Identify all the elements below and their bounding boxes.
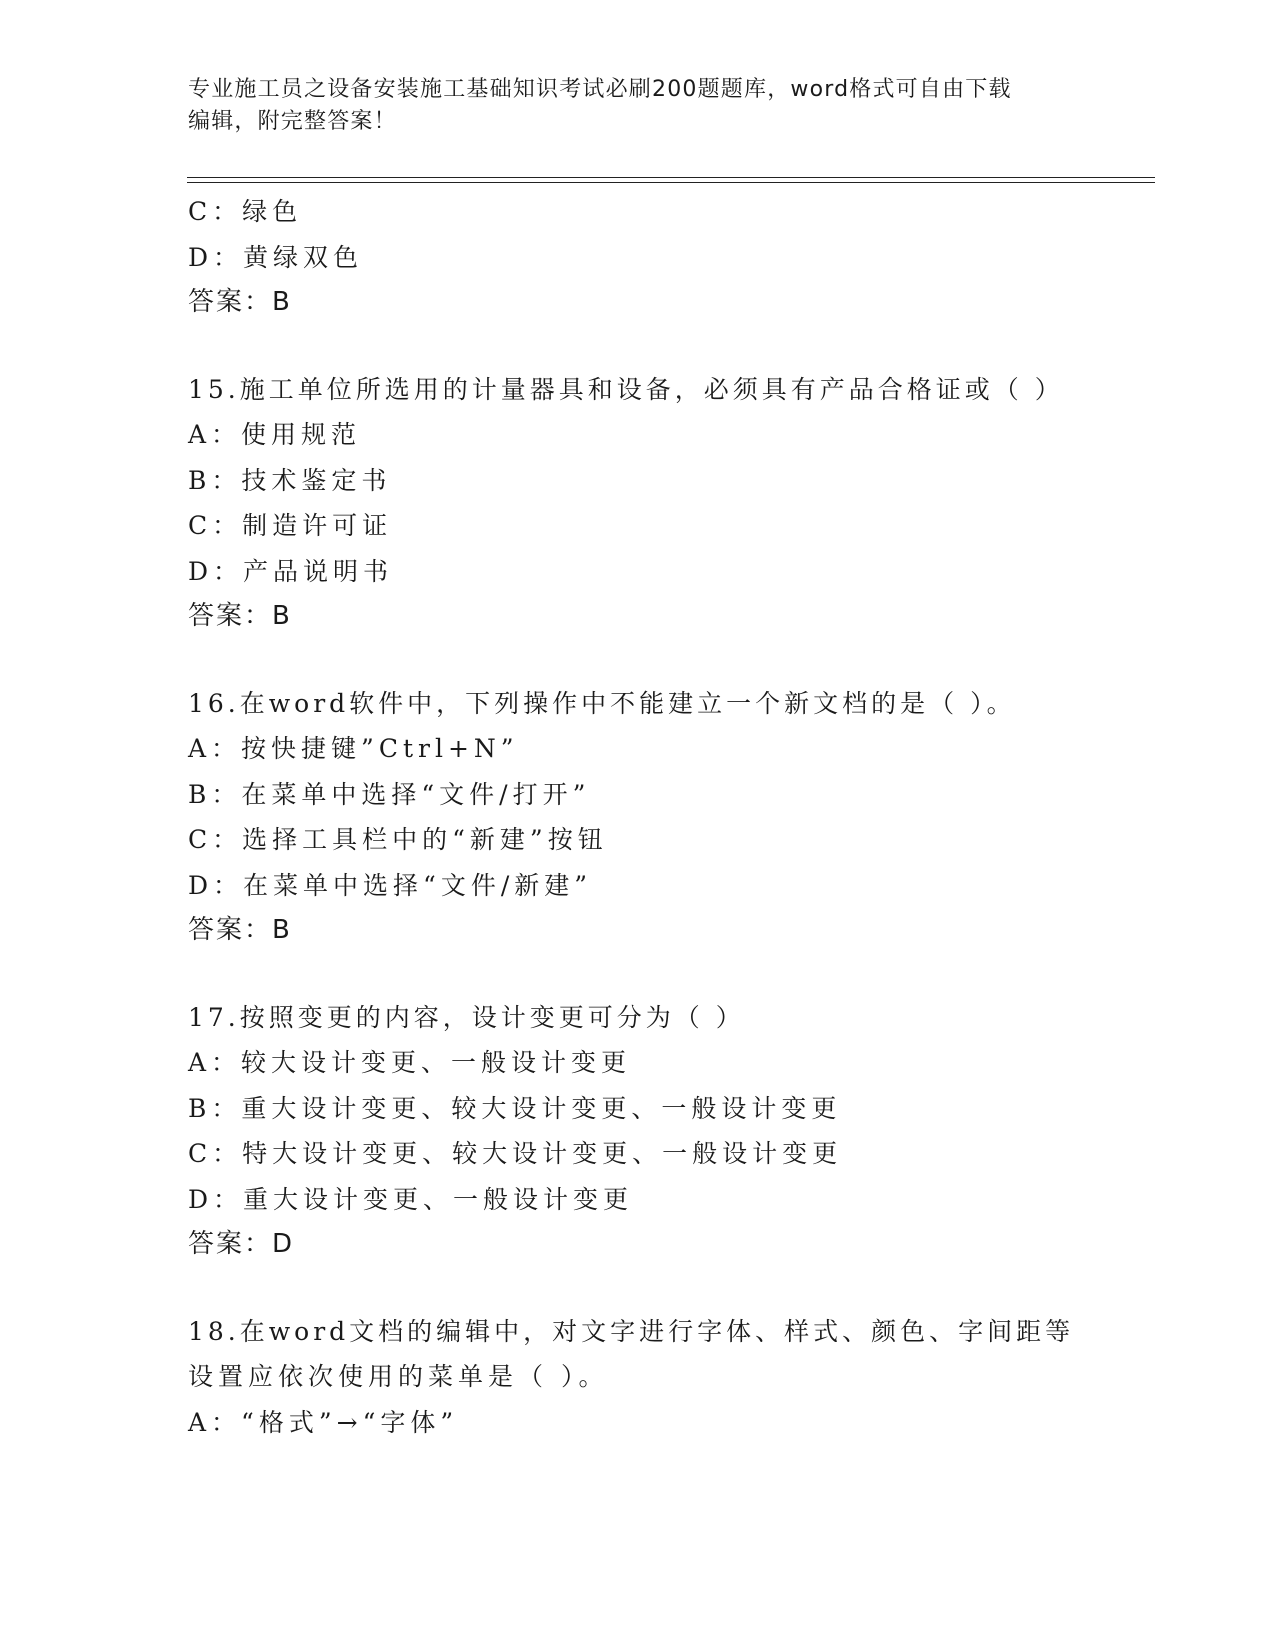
header-title-line-1: 专业施工员之设备安装施工基础知识考试必刷200题题库，word格式可自由下载 xyxy=(188,77,1012,102)
question-16 xyxy=(188,681,1148,954)
option-d: D：重大设计变更、一般设计变更 xyxy=(188,1184,634,1214)
option-d: D：黄绿双色 xyxy=(188,242,364,272)
question-14-tail xyxy=(188,189,1148,326)
option-d: D：在菜单中选择“文件/新建” xyxy=(188,870,593,900)
option-d: D：产品说明书 xyxy=(188,556,394,586)
option-b: B：在菜单中选择“文件/打开” xyxy=(188,779,591,809)
option-a: A：较大设计变更、一般设计变更 xyxy=(188,1048,632,1077)
question-stem-line-1: 18.在word文档的编辑中，对文字进行字体、样式、颜色、字间距等 xyxy=(188,1316,1075,1346)
question-15 xyxy=(188,367,1148,640)
answer: 答案：B xyxy=(188,915,292,945)
option-c: C：制造许可证 xyxy=(188,511,393,540)
option-a: A：按快捷键”Ctrl+N” xyxy=(188,734,519,763)
header-title-line-2: 编辑，附完整答案！ xyxy=(188,109,397,134)
question-stem: 17.按照变更的内容，设计变更可分为（ ） xyxy=(188,1002,745,1032)
question-stem: 16.在word软件中，下列操作中不能建立一个新文档的是（ ）。 xyxy=(188,688,1016,718)
option-b: B：重大设计变更、较大设计变更、一般设计变更 xyxy=(188,1093,842,1123)
question-18 xyxy=(188,1309,1148,1446)
answer: 答案：B xyxy=(188,601,292,631)
question-stem: 15.施工单位所选用的计量器具和设备，必须具有产品合格证或（ ） xyxy=(188,374,1064,404)
question-list xyxy=(188,189,1148,1445)
question-17 xyxy=(188,995,1148,1268)
option-a: A：使用规范 xyxy=(188,420,362,449)
option-c: C：选择工具栏中的“新建”按钮 xyxy=(188,825,608,854)
header-rule-top xyxy=(187,177,1155,178)
option-c: C：绿色 xyxy=(188,197,303,226)
page-header xyxy=(188,74,1088,138)
option-c: C：特大设计变更、较大设计变更、一般设计变更 xyxy=(188,1139,843,1168)
answer: 答案：B xyxy=(188,287,292,317)
question-stem-line-2: 设置应依次使用的菜单是（ ）。 xyxy=(188,1362,609,1391)
answer: 答案：D xyxy=(188,1229,295,1259)
header-rule-bottom xyxy=(187,182,1155,183)
option-b: B：技术鉴定书 xyxy=(188,465,392,495)
option-a: A：“格式”→“字体” xyxy=(188,1407,459,1437)
